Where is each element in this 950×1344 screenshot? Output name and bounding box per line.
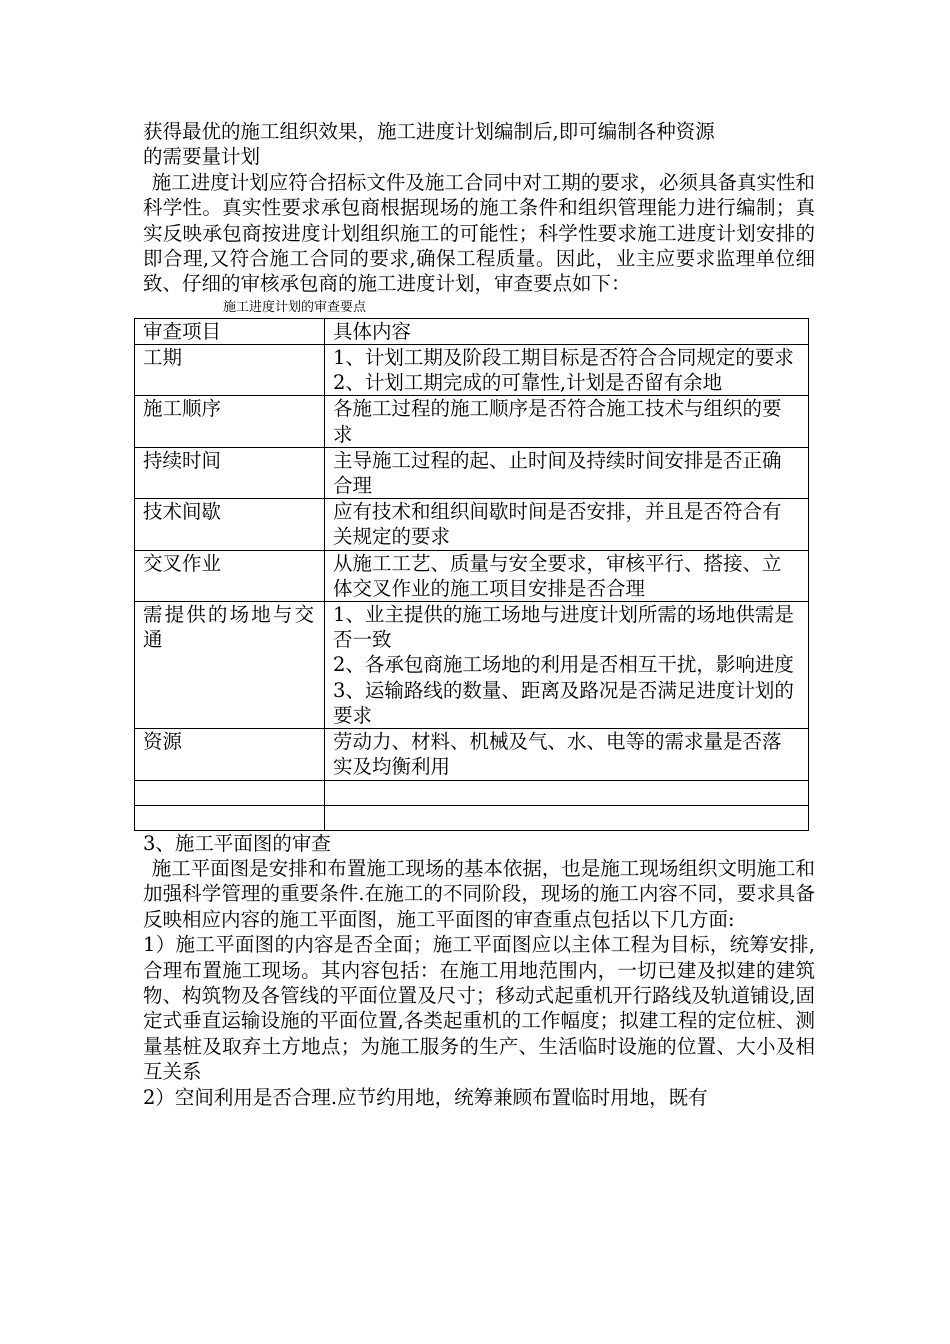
row-content-cell: [325, 729, 809, 780]
section-3-heading: 3、施工平面图的审查: [143, 831, 331, 855]
table-caption: 施工进度计划的审查要点: [223, 299, 367, 315]
row-item-cell: 技术间歇: [135, 499, 325, 550]
content-line: 1、计划工期及阶段工期目标是否符合合同规定的要求: [333, 346, 794, 370]
section-3-point-2: 2）空间利用是否合理.应节约用地，统筹兼顾布置临时用地，既有: [143, 1085, 708, 1109]
table-row: [135, 345, 809, 396]
table-row: [135, 602, 809, 729]
intro-line-1: 获得最优的施工组织效果，施工进度计划编制后,即可编制各种资源: [143, 120, 715, 143]
row-content-cell: [325, 345, 809, 396]
row-item-cell: 需提供的场地与交通: [135, 602, 325, 729]
header-content-cell: 具体内容: [325, 318, 809, 344]
row-content-cell: [325, 550, 809, 601]
row-item-cell: 工期: [135, 345, 325, 396]
content-line: 各施工过程的施工顺序是否符合施工技术与组织的要求: [333, 397, 782, 446]
row-content-cell: [325, 447, 809, 498]
schedule-requirement-paragraph: 施工进度计划应符合招标文件及施工合同中对工期的要求，必须具备真实性和科学性。真实性要求承包商根据现场的施工条件和组织管理能力进行编制；真实反映承包商按进度计划组织施工的可能性；科学性要求施工进度计划安排的即合理,又符合施工合同的要求,确保工程质量。因此，业主应要求监理单位细致、仔细的审核承包商的施工进度计划，审查要点如下：: [143, 170, 815, 296]
document-page: [143, 119, 815, 1110]
table-empty-row: [135, 805, 809, 830]
empty-cell: [135, 780, 325, 805]
content-line: 2、计划工期完成的可靠性,计划是否留有余地: [333, 371, 723, 395]
content-line: 1、业主提供的施工场地与进度计划所需的场地供需是否一致: [333, 603, 794, 652]
intro-line-2: 的需要量计划: [143, 145, 261, 169]
schedule-review-table: [134, 318, 809, 831]
row-content-cell: [325, 396, 809, 447]
content-line: 劳动力、材料、机械及气、水、电等的需求量是否落实及均衡利用: [333, 730, 782, 779]
row-content-cell: [325, 602, 809, 729]
content-line: 2、各承包商施工场地的利用是否相互干扰，影响进度: [333, 653, 794, 677]
row-item-cell: 资源: [135, 729, 325, 780]
table-header-row: [135, 318, 809, 344]
content-line: 主导施工过程的起、止时间及持续时间安排是否正确合理: [333, 448, 782, 498]
table-row: [135, 729, 809, 780]
empty-cell: [325, 805, 809, 830]
empty-cell: [135, 805, 325, 830]
content-line: 从施工工艺、质量与安全要求，审核平行、搭接、立体交叉作业的施工项目安排是否合理: [333, 551, 782, 600]
table-empty-row: [135, 780, 809, 805]
table-row: [135, 550, 809, 601]
content-line: 3、运输路线的数量、距离及路况是否满足进度计划的要求: [333, 678, 794, 727]
header-item-cell: 审查项目: [135, 318, 325, 344]
row-item-cell: 交叉作业: [135, 550, 325, 601]
row-content-cell: [325, 499, 809, 550]
row-item-cell: 持续时间: [135, 447, 325, 498]
table-row: [135, 396, 809, 447]
table-row: [135, 499, 809, 550]
section-3-point-1: 1）施工平面图的内容是否全面；施工平面图应以主体工程为目标，统筹安排,合理布置施工现场。其内容包括：在施工用地范围内，一切已建及拟建的建筑物、构筑物及各管线的平面位置及尺寸；移动式起重机开行路线及轨道铺设,固定式垂直运输设施的平面位置,各类起重机的工作幅度；拟建工程的定位桩、测量基桩及取弃土方地点；为施工服务的生产、生活临时设施的位置、大小及相互关系: [143, 933, 815, 1084]
content-line: 应有技术和组织间歇时间是否安排，并且是否符合有关规定的要求: [333, 500, 782, 549]
empty-cell: [325, 780, 809, 805]
table-row: [135, 447, 809, 498]
section-3-paragraph: 施工平面图是安排和布置施工现场的基本依据，也是施工现场组织文明施工和加强科学管理的重要条件.在施工的不同阶段，现场的施工内容不同，要求具备反映相应内容的施工平面图，施工平面图的审查重点包括以下几方面:: [143, 856, 815, 931]
row-item-cell: 施工顺序: [135, 396, 325, 447]
